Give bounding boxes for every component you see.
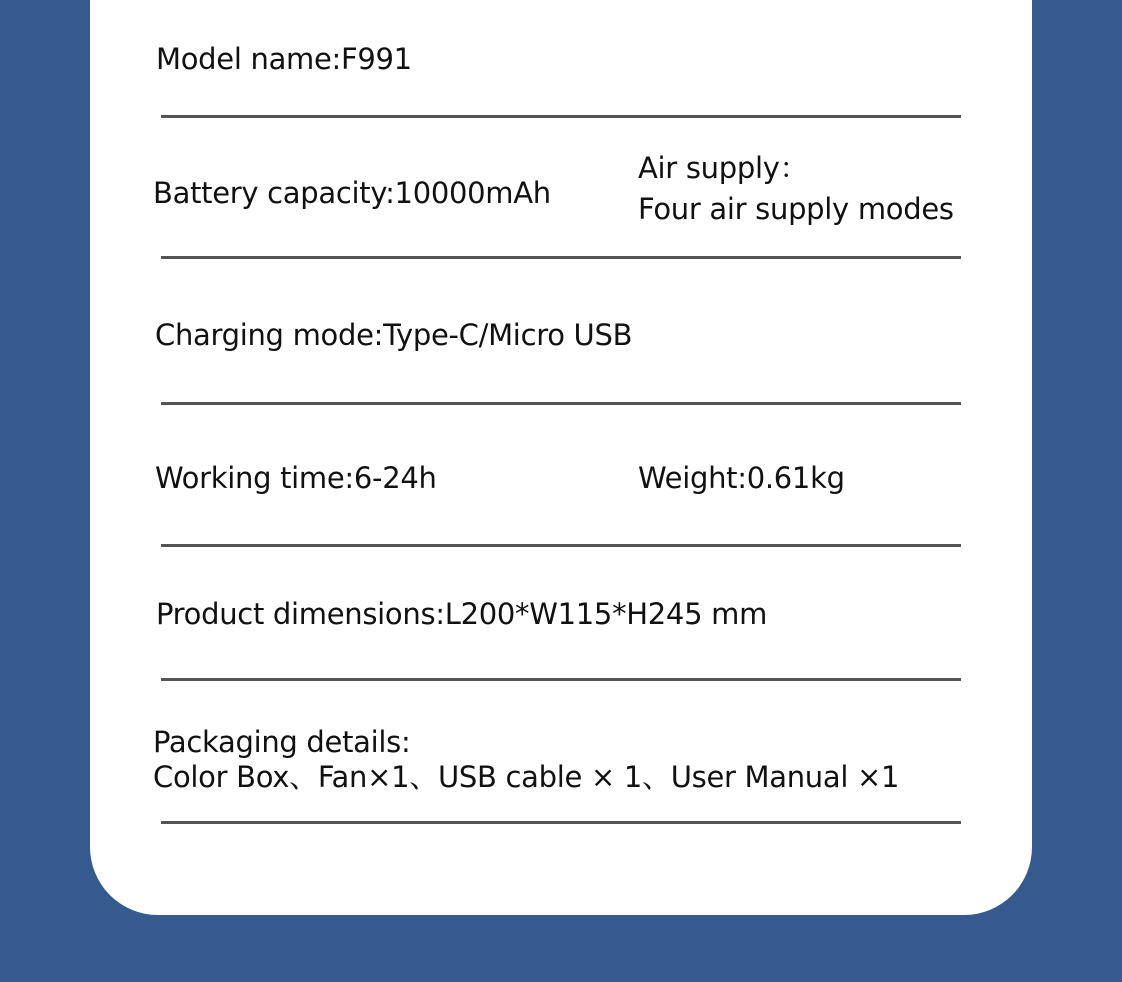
working-time-text: Working time:6-24h [155,461,437,495]
air-supply-label: Air supply： [638,151,809,185]
divider [161,256,961,259]
battery-capacity-text: Battery capacity:10000mAh [153,176,551,210]
packaging-details-value: Color Box、Fan×1、USB cable × 1、User Manual ×1 [153,760,900,794]
charging-mode-text: Charging mode:Type-C/Micro USB [155,318,633,352]
divider [161,544,961,547]
packaging-details-label: Packaging details: [153,725,411,759]
product-dimensions-text: Product dimensions:L200*W115*H245 mm [156,597,768,631]
divider [161,678,961,681]
model-name-text: Model name:F991 [156,42,412,76]
divider [161,821,961,824]
divider [161,115,961,118]
divider [161,402,961,405]
air-supply-value: Four air supply modes [638,192,954,226]
weight-text: Weight:0.61kg [638,461,845,495]
